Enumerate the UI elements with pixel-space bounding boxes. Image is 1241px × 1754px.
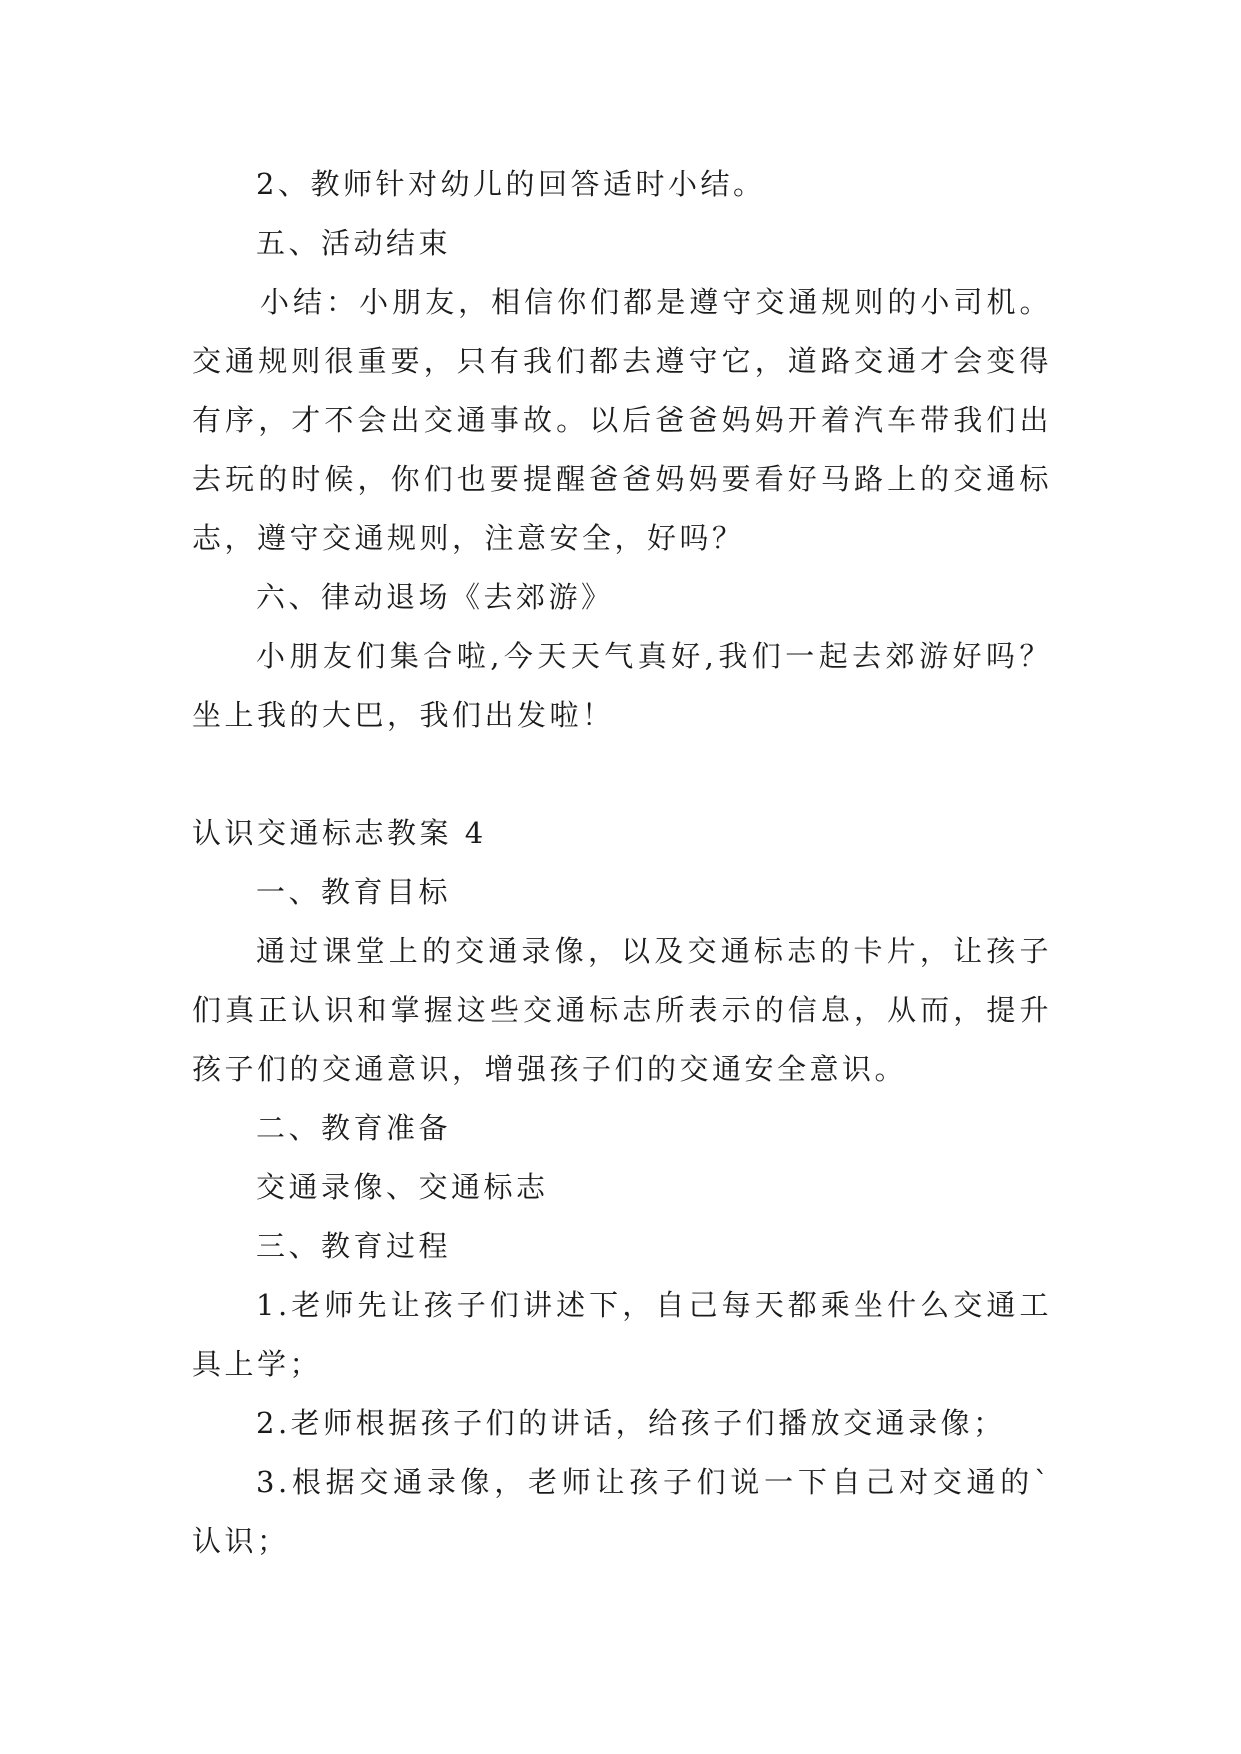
section-title: 认识交通标志教案 4 — [192, 816, 487, 850]
paragraph — [192, 627, 1052, 745]
paragraph-line: 具上学； — [192, 1347, 323, 1381]
paragraph-line: 认识； — [192, 1524, 290, 1558]
paragraph-line: 小结：小朋友，相信你们都是遵守交通规则的小司机。 — [260, 285, 1052, 319]
document-body — [192, 155, 1052, 1571]
paragraph-line: 坐上我的大巴，我们出发啦！ — [192, 698, 615, 732]
paragraph-line: 二、教育准备 — [256, 1111, 452, 1145]
paragraph — [192, 1158, 1052, 1217]
paragraph-line: 志，遵守交通规则，注意安全，好吗？ — [192, 521, 745, 555]
paragraph-line: 六、律动退场《去郊游》 — [256, 580, 614, 614]
paragraph-line: 去玩的时候，你们也要提醒爸爸妈妈要看好马路上的交通标 — [192, 462, 1052, 496]
paragraph — [192, 273, 1052, 568]
paragraph — [192, 155, 1052, 214]
paragraph-line: 2.老师根据孩子们的讲话，给孩子们播放交通录像； — [256, 1406, 1006, 1440]
list-item — [192, 1394, 1052, 1453]
paragraph-line: 一、教育目标 — [256, 875, 452, 909]
paragraph-line: 孩子们的交通意识，增强孩子们的交通安全意识。 — [192, 1052, 908, 1086]
paragraph-line: 通过课堂上的交通录像，以及交通标志的卡片，让孩子 — [256, 934, 1052, 968]
paragraph-line: 交通规则很重要，只有我们都去遵守它，道路交通才会变得 — [192, 344, 1052, 378]
paragraph-line: 交通录像、交通标志 — [256, 1170, 549, 1204]
paragraph-line: 2、教师针对幼儿的回答适时小结。 — [256, 167, 766, 201]
section-heading — [192, 1217, 1052, 1276]
paragraph-line: 1.老师先让孩子们讲述下，自己每天都乘坐什么交通工 — [256, 1288, 1052, 1322]
paragraph — [192, 922, 1052, 1099]
section-heading — [192, 863, 1052, 922]
blank-line — [192, 745, 1052, 804]
paragraph-line: 有序，才不会出交通事故。以后爸爸妈妈开着汽车带我们出 — [192, 403, 1052, 437]
paragraph-line: 五、活动结束 — [256, 226, 452, 260]
section-heading — [192, 568, 1052, 627]
section-heading — [192, 1099, 1052, 1158]
paragraph-line: 三、教育过程 — [256, 1229, 452, 1263]
list-item — [192, 1276, 1052, 1394]
list-item — [192, 1453, 1052, 1571]
paragraph-line: 小朋友们集合啦,今天天气真好,我们一起去郊游好吗？ — [256, 639, 1052, 673]
paragraph-line: 3.根据交通录像，老师让孩子们说一下自己对交通的` — [256, 1465, 1052, 1499]
document-title — [192, 804, 1052, 863]
section-heading — [192, 214, 1052, 273]
paragraph-line: 们真正认识和掌握这些交通标志所表示的信息，从而，提升 — [192, 993, 1052, 1027]
